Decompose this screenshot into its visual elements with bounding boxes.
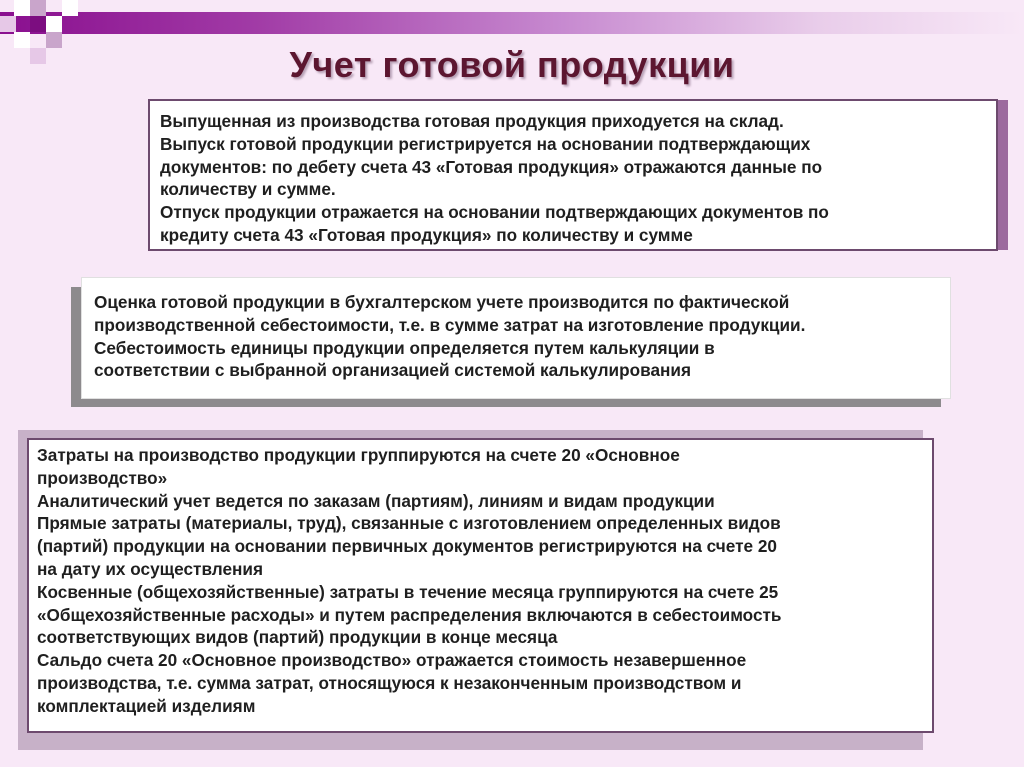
text-line: Отпуск продукции отражается на основании подтверждающих документов по <box>160 202 829 223</box>
text-box-valuation <box>82 278 950 398</box>
header-gradient-band <box>0 12 1024 34</box>
text-line: производства, т.е. сумма затрат, относящуюся к незаконченным производством и <box>37 672 742 693</box>
text-line: производственной себестоимости, т.е. в сумме затрат на изготовление продукции. <box>94 314 806 335</box>
decor-square <box>30 0 46 16</box>
page-title: Учет готовой продукции <box>289 44 735 85</box>
text-line: Себестоимость единицы продукции определяется путем калькуляции в <box>94 337 715 358</box>
text-line: на дату их осуществления <box>37 558 264 579</box>
decor-square <box>46 16 62 32</box>
text-line: кредиту счета 43 «Готовая продукция» по количеству и сумме <box>160 224 693 245</box>
decor-square <box>14 0 30 16</box>
text-line: Косвенные (общехозяйственные) затраты в течение месяца группируются на счете 25 <box>37 581 779 602</box>
text-line: производство» <box>37 467 168 488</box>
text-line: Аналитический учет ведется по заказам (партиям), линиям и видам продукции <box>37 490 715 511</box>
text-line: Прямые затраты (материалы, труд), связанные с изготовлением определенных видов <box>37 513 781 534</box>
text-line: Сальдо счета 20 «Основное производство» отражается стоимость незавершенное <box>37 650 747 671</box>
text-box-production-costs <box>27 438 934 733</box>
text-line: Затраты на производство продукции группируются на счете 20 «Основное <box>37 445 680 465</box>
text-line: соответствующих видов (партий) продукции в конце месяца <box>37 627 558 648</box>
text-box-warehouse-receipt <box>148 99 998 251</box>
text-line: Выпущенная из производства готовая продукция приходуется на склад. <box>160 111 784 131</box>
text-line: (партий) продукции на основании первичных документов регистрируются на счете 20 <box>37 536 777 557</box>
text-line: комплектацией изделиям <box>37 695 256 716</box>
text-line: Оценка готовой продукции в бухгалтерском учете производится по фактической <box>94 292 790 312</box>
decor-square <box>30 16 46 32</box>
text-line: соответствии с выбранной организацией системой калькулирования <box>94 360 691 381</box>
text-line: «Общехозяйственные расходы» и путем распределения включаются в себестоимость <box>37 604 782 625</box>
text-line: количеству и сумме. <box>160 179 336 200</box>
text-line: Выпуск готовой продукции регистрируется на основании подтверждающих <box>160 133 811 154</box>
text-line: документов: по дебету счета 43 «Готовая продукция» отражаются данные по <box>160 156 823 177</box>
decor-square <box>0 16 16 32</box>
decor-square <box>62 0 78 16</box>
